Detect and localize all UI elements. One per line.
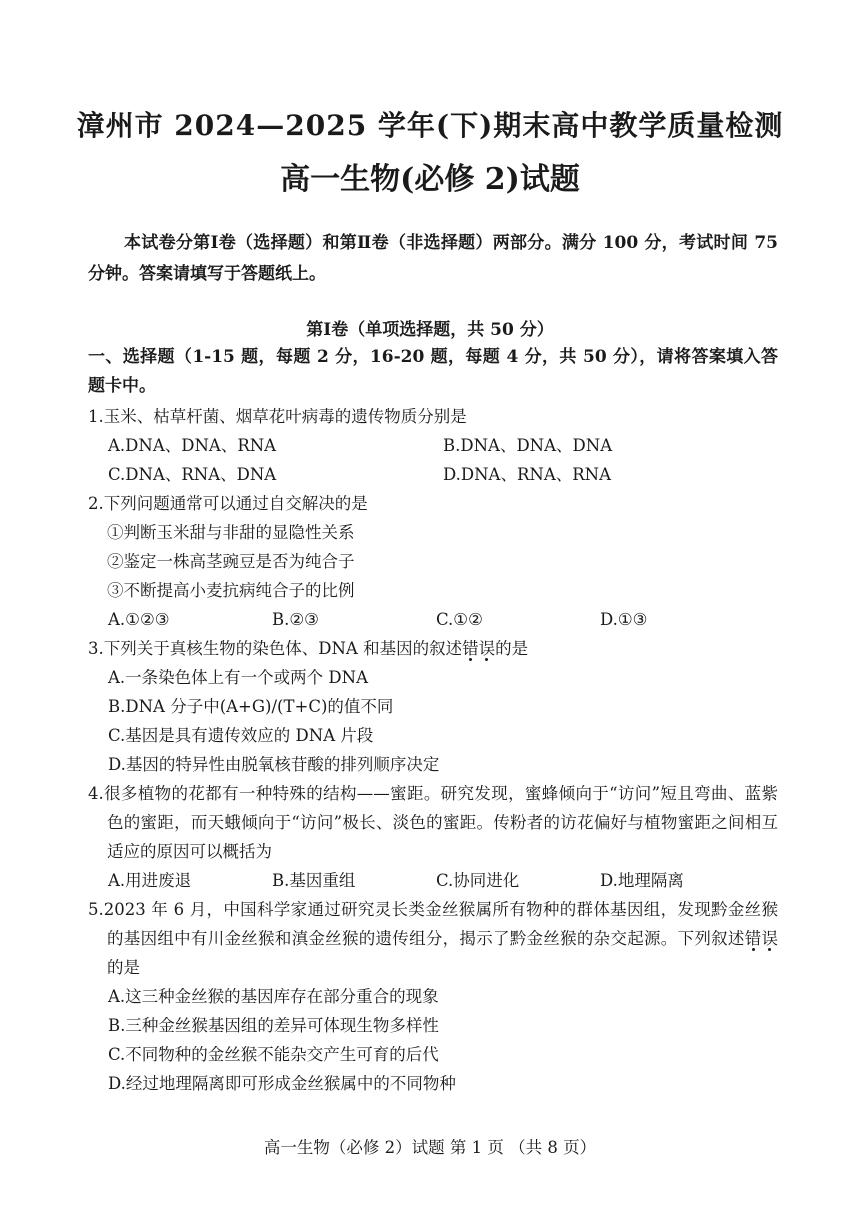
option-a: A.这三种金丝猴的基因库存在部分重合的现象 [108, 987, 439, 1006]
option-a: A.DNA、DNA、RNA [108, 436, 277, 455]
statement-2: ②鉴定一株高茎豌豆是否为纯合子 [107, 552, 355, 571]
question-1 [88, 402, 778, 489]
option-c: C.①② [436, 610, 483, 629]
option-b: B.基因重组 [272, 871, 356, 890]
option-row [88, 605, 778, 634]
question-stem [88, 634, 778, 663]
option-d: D.经过地理隔离即可形成金丝猴属中的不同物种 [108, 1074, 456, 1093]
option-row [88, 866, 778, 895]
option-d: D.基因的特异性由脱氧核苷酸的排列顺序决定 [108, 755, 440, 774]
question-stem: 1.玉米、枯草杆菌、烟草花叶病毒的遗传物质分别是 [88, 407, 467, 426]
option-row [88, 431, 778, 460]
section-title: 第Ⅰ卷（单项选择题，共 50 分） [306, 320, 554, 340]
question-3 [88, 634, 778, 779]
section-instruction: 一、选择题（1-15 题，每题 2 分，16-20 题，每题 4 分，共 50 分），请将答案填入答题卡中。 [88, 347, 778, 396]
stem-text: 的是 [495, 639, 529, 658]
statement-3: ③不断提高小麦抗病纯合子的比例 [107, 581, 355, 600]
exam-subtitle: 高一生物(必修 2)试题 [280, 162, 580, 197]
stem-text: 3.下列关于真核生物的染色体、DNA 和基因的叙述 [88, 639, 463, 658]
question-4 [88, 779, 778, 895]
question-2 [88, 489, 778, 634]
stem-text: 的是 [107, 958, 140, 977]
option-b: B.②③ [272, 610, 319, 629]
option-b: B.三种金丝猴基因组的差异可体现生物多样性 [108, 1016, 439, 1035]
option-c: C.基因是具有遗传效应的 DNA 片段 [108, 726, 374, 745]
emphasis-char: 误 [478, 639, 496, 658]
stem-text: 5.2023 年 6 月，中国科学家通过研究灵长类金丝猴属所有物种的群体基因组，发现黔金丝猴的基因组中有川金丝猴和滇金丝猴的遗传组分，揭示了黔金丝猴的杂交起源。下列叙述 [88, 900, 778, 948]
question-stem [88, 895, 778, 982]
option-d: D.①③ [600, 610, 648, 629]
option-a: A.用进废退 [108, 871, 192, 890]
emphasis-char: 误 [761, 929, 779, 948]
statement-1: ①判断玉米甜与非甜的显隐性关系 [107, 523, 355, 542]
exam-title: 漳州市 2024—2025 学年(下)期末高中教学质量检测 [76, 109, 784, 142]
option-b: B.DNA、DNA、DNA [443, 436, 613, 455]
question-5 [88, 895, 778, 1098]
question-stem: 4.很多植物的花都有一种特殊的结构——蜜距。研究发现，蜜蜂倾向于“访问”短且弯曲、蓝紫色的蜜距，而天蛾倾向于“访问”极长、淡色的蜜距。传粉者的访花偏好与植物蜜距之间相互适应的原因可以概括为 [88, 784, 778, 861]
exam-intro: 本试卷分第Ⅰ卷（选择题）和第Ⅱ卷（非选择题）两部分。满分 100 分，考试时间 75 分钟。答案请填写于答题纸上。 [88, 233, 778, 284]
question-list [88, 402, 778, 1098]
option-row [88, 460, 778, 489]
option-c: C.协同进化 [436, 871, 520, 890]
emphasis-char: 错 [462, 639, 479, 658]
option-c: C.不同物种的金丝猴不能杂交产生可育的后代 [108, 1045, 439, 1064]
emphasis-char: 错 [744, 929, 762, 948]
page-footer: 高一生物（必修 2）试题 第 1 页 （共 8 页） [263, 1138, 597, 1157]
option-d: D.地理隔离 [600, 871, 684, 890]
option-c: C.DNA、RNA、DNA [108, 465, 277, 484]
option-a: A.①②③ [108, 610, 170, 629]
option-a: A.一条染色体上有一个或两个 DNA [108, 668, 368, 687]
option-d: D.DNA、RNA、RNA [443, 465, 612, 484]
option-b: B.DNA 分子中(A+G)/(T+C)的值不同 [108, 697, 394, 716]
question-stem: 2.下列问题通常可以通过自交解决的是 [88, 494, 368, 513]
